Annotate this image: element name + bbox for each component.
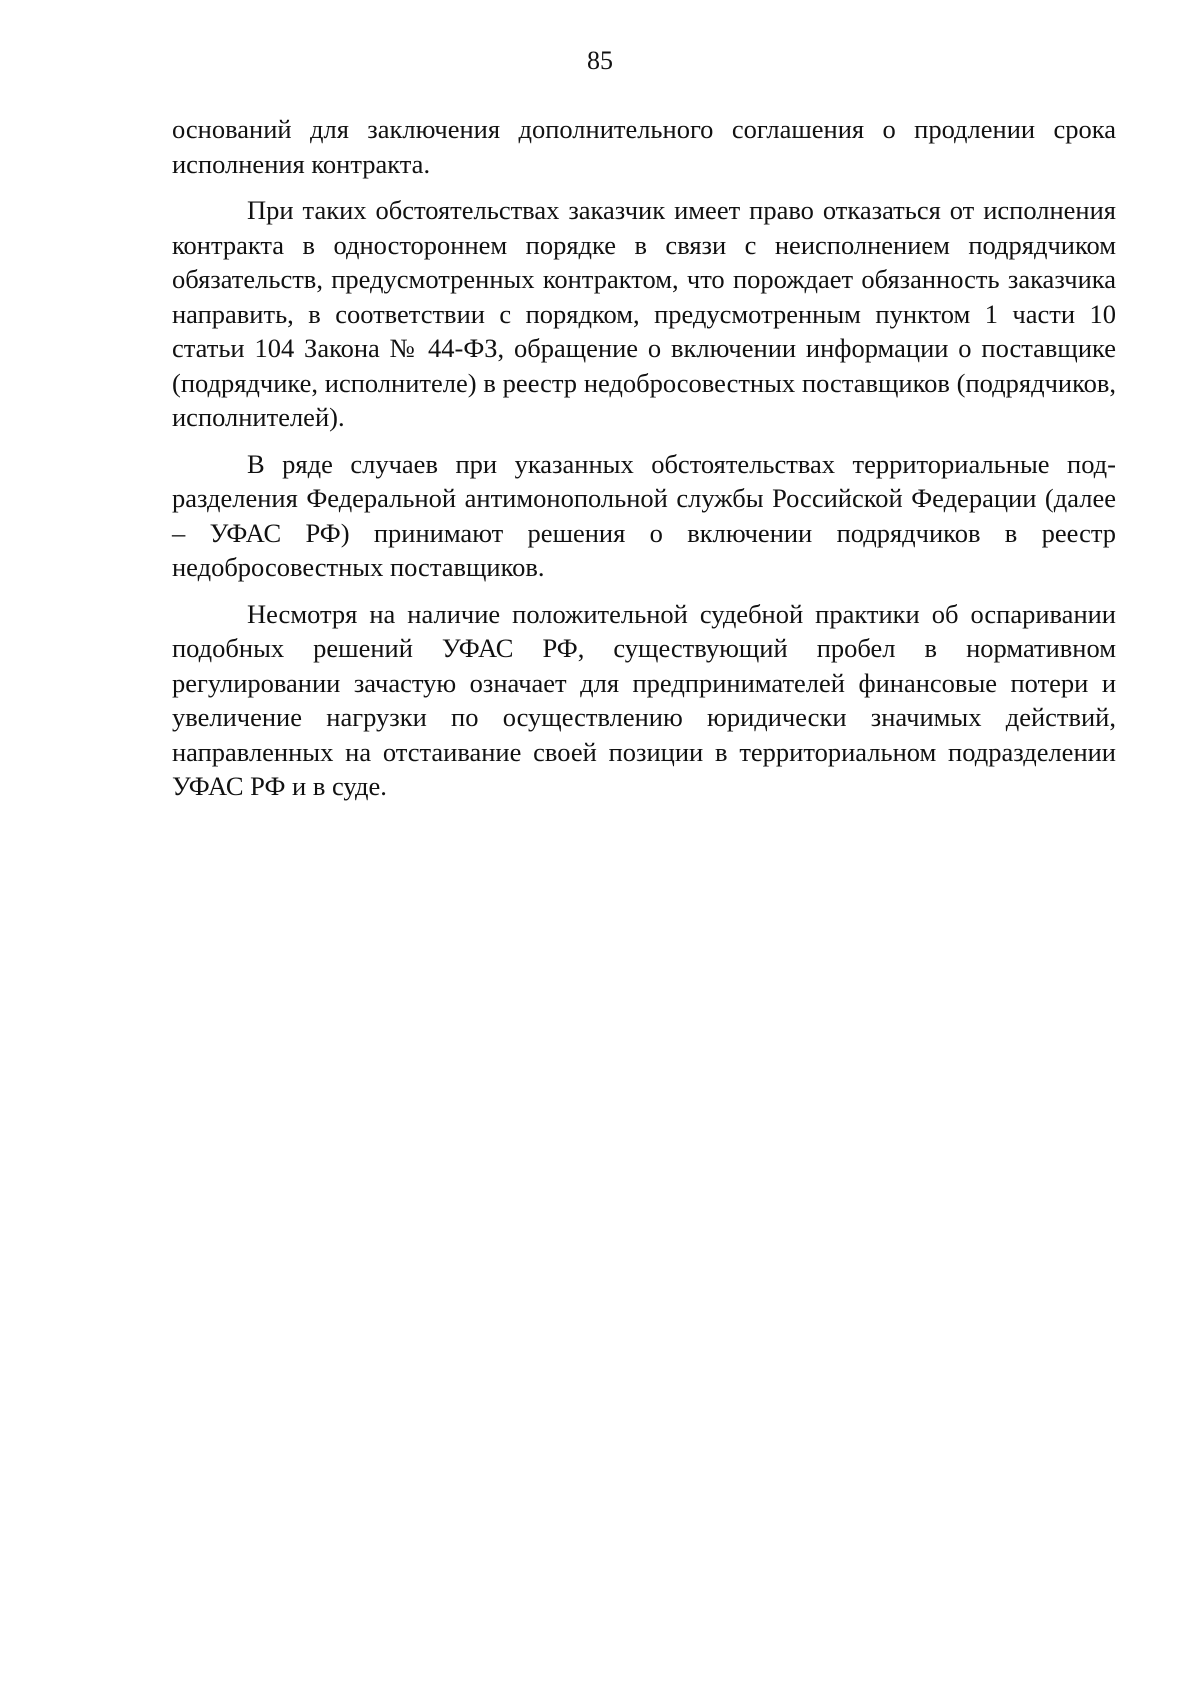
document-body (172, 112, 1116, 816)
page-number: 85 (587, 46, 613, 75)
paragraph-ufas-decisions: В ряде случаев при указанных обстоятельствах территориальные подразделения Федеральной антимонопольной службы Российской Федерации (далее – УФАС РФ) принимают решения о включении подрядчиков в реестр недобросовестных поставщиков. (172, 448, 1116, 582)
paragraph-customer-right: При таких обстоятельствах заказчик имеет право отказаться от исполнения контракта в одностороннем порядке в связи с неисполнением подрядчиком обязательств, предусмотренных контрактом, что порождает обязанность заказчика направить, в соответствии с порядком, предусмотренным пунктом 1 части 10 статьи 104 Закона № 44-ФЗ, обращение о включении информации о поставщике (подрядчике, исполнителе) в реестр недобросовестных поставщиков (подрядчиков, исполнителей). (172, 195, 1116, 432)
paragraph-continuation: оснований для заключения дополнительного соглашения о продлении срока исполнения контракта. (172, 114, 1116, 179)
paragraph-regulatory-gap: Несмотря на наличие положительной судебной практики об оспаривании подобных решений УФАС РФ, существующий пробел в нормативном регулировании зачастую означает для предпринимателей финансовые потери и увеличение нагрузки по осуществлению юридически значимых действий, направленных на отстаивание своей позиции в территориальном подразделении УФАС РФ и в суде. (172, 598, 1116, 801)
